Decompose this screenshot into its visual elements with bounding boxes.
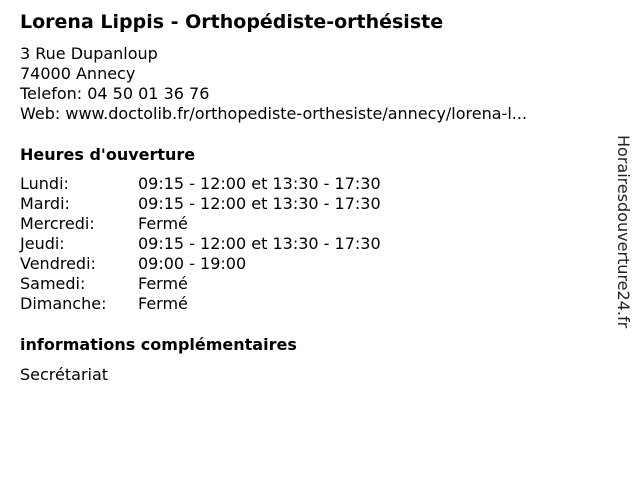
website-link[interactable]: Web: www.doctolib.fr/orthopediste-orthesiste/annecy/lorena-l... bbox=[20, 104, 528, 123]
hours-row-monday bbox=[20, 174, 381, 194]
day-label: Vendredi: bbox=[20, 254, 96, 273]
site-watermark-label: Horairesdouverture24.fr bbox=[614, 135, 633, 329]
opening-hours-heading: Heures d'ouverture bbox=[20, 145, 196, 164]
opening-hours-table bbox=[20, 174, 381, 314]
day-hours: Fermé bbox=[138, 214, 188, 233]
page-title: Lorena Lippis - Orthopédiste-orthésiste bbox=[20, 11, 444, 33]
contact-block bbox=[20, 44, 527, 124]
street-address: 3 Rue Dupanloup bbox=[20, 44, 158, 63]
hours-row-tuesday bbox=[20, 194, 381, 214]
day-label: Dimanche: bbox=[20, 294, 107, 313]
hours-row-thursday bbox=[20, 234, 381, 254]
day-label: Samedi: bbox=[20, 274, 86, 293]
day-hours: Fermé bbox=[138, 294, 188, 313]
hours-row-wednesday bbox=[20, 214, 381, 234]
day-hours: 09:00 - 19:00 bbox=[138, 254, 247, 273]
additional-info-text: Secrétariat bbox=[20, 365, 109, 384]
day-hours: 09:15 - 12:00 et 13:30 - 17:30 bbox=[138, 194, 381, 213]
day-hours: 09:15 - 12:00 et 13:30 - 17:30 bbox=[138, 174, 381, 193]
city-address: 74000 Annecy bbox=[20, 64, 136, 83]
hours-row-sunday bbox=[20, 294, 381, 314]
hours-row-friday bbox=[20, 254, 381, 274]
day-label: Jeudi: bbox=[20, 234, 65, 253]
day-hours: 09:15 - 12:00 et 13:30 - 17:30 bbox=[138, 234, 381, 253]
additional-info-heading: informations complémentaires bbox=[20, 335, 297, 354]
day-hours: Fermé bbox=[138, 274, 188, 293]
phone-number: Telefon: 04 50 01 36 76 bbox=[20, 84, 210, 103]
day-label: Mercredi: bbox=[20, 214, 95, 233]
day-label: Lundi: bbox=[20, 174, 69, 193]
hours-row-saturday bbox=[20, 274, 381, 294]
day-label: Mardi: bbox=[20, 194, 70, 213]
